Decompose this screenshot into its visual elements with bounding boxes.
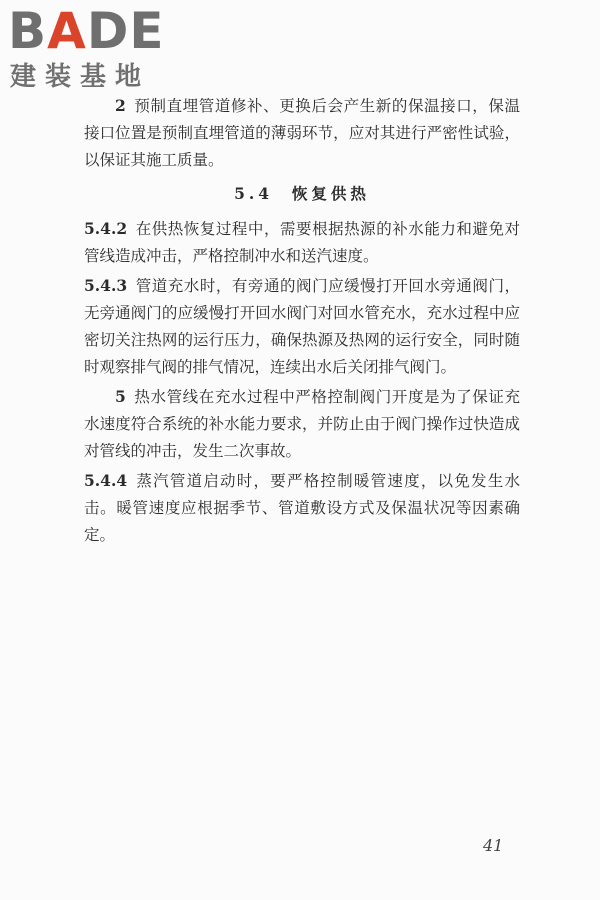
paragraph-item-5 <box>84 383 520 465</box>
item-number: 5 <box>115 387 126 406</box>
paragraph-text: 预制直埋管道修补、更换后会产生新的保温接口，保温接口位置是预制直埋管道的薄弱环节，应对其进行严密性试验，以保证其施工质量。 <box>84 97 520 169</box>
clause-text: 在供热恢复过程中，需要根据热源的补水能力和避免对管线造成冲击，严格控制冲水和送汽速度。 <box>84 220 520 265</box>
clause-number: 5.4.4 <box>84 471 128 490</box>
site-logo <box>8 2 178 96</box>
clause-5-4-2 <box>84 215 520 270</box>
logo-accent-letter: A <box>47 2 87 60</box>
clause-text: 蒸汽管道启动时，要严格控制暖管速度，以免发生水击。暖管速度应根据季节、管道敷设方式及保温状况等因素确定。 <box>84 472 520 544</box>
page-number: 41 <box>483 836 504 855</box>
section-heading: 5.4 恢复供热 <box>234 184 370 203</box>
logo-subtitle: 建装基地 <box>10 62 151 92</box>
document-body <box>84 92 520 549</box>
clause-5-4-4 <box>84 467 520 549</box>
clause-5-4-3 <box>84 272 520 381</box>
clause-number: 5.4.2 <box>84 219 128 238</box>
clause-number: 5.4.3 <box>84 276 128 295</box>
paragraph-text: 热水管线在充水过程中严格控制阀门开度是为了保证充水速度符合系统的补水能力要求，并防止由于阀门操作过快造成对管线的冲击，发生二次事故。 <box>84 388 520 460</box>
item-number: 2 <box>115 96 126 115</box>
logo-wordmark: BADE <box>8 2 165 60</box>
clause-text: 管道充水时，有旁通的阀门应缓慢打开回水旁通阀门，无旁通阀门的应缓慢打开回水阀门对回水管充水，充水过程中应密切关注热网的运行压力，确保热源及热网的运行安全，同时随时观察排气阀的排气情况，连续出水后关闭排气阀门。 <box>84 277 520 376</box>
paragraph-item-2 <box>84 92 520 174</box>
